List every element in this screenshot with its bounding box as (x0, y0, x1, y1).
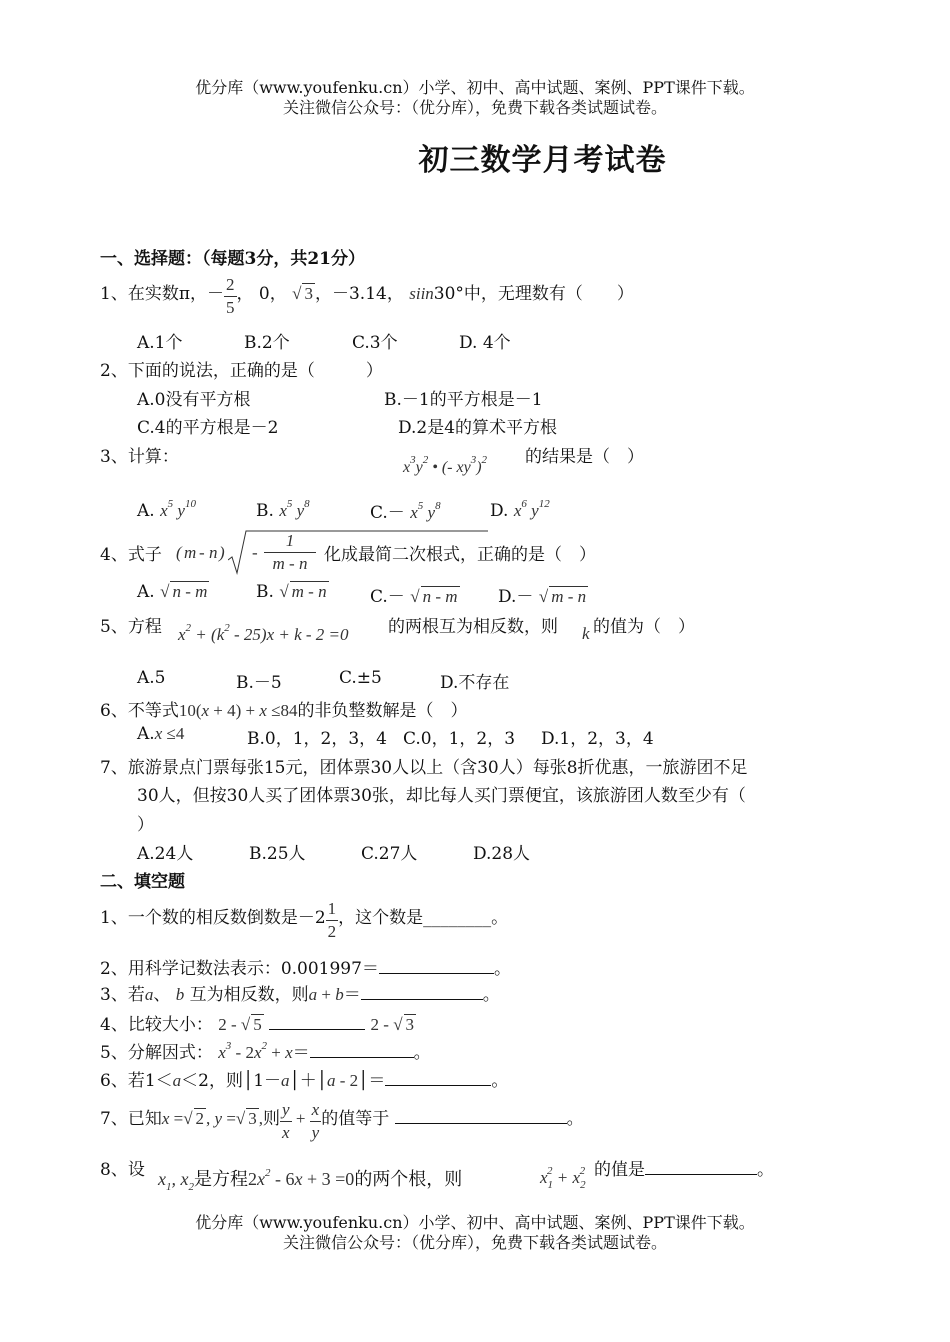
question-2-4: 4、比较大小： 2 - √ 5 2 - √ 3 (100, 1015, 415, 1035)
q2-8-tail: 的值是 。 (594, 1160, 774, 1180)
q1-7-option-c: C.27人 (361, 844, 418, 864)
question-2-3: 3、若a、 b 互为相反数，则a + b＝ 。 (100, 985, 500, 1005)
q1-1-option-b: B.2个 (244, 333, 290, 353)
q1-5-option-b: B.－5 (236, 673, 282, 693)
question-2-8-stem: 8、设 (100, 1160, 145, 1180)
question-2-6: 6、若1＜a＜2，则│1－a│＋│a - 2│＝ 。 (100, 1071, 509, 1091)
q1-3-option-c: $C.- x^5$ $y^8$ (370, 500, 441, 523)
q1-5-option-d: D.不存在 (440, 673, 510, 693)
q1-5-option-a: A.5 (137, 668, 166, 688)
q1-3-option-b: B. $x^5$ $y^8$ (256, 498, 310, 521)
q1-5-equation: $x^2 + (k^2 - 25)x + k - 2 =0$ (178, 622, 349, 644)
q1-3-tail: 的结果是（ ） (525, 447, 644, 467)
q1-7-option-b: B.25人 (249, 844, 306, 864)
q1-4-tail: 化成最简二次根式，正确的是（ ） (324, 545, 596, 565)
question-2-5: 5、分解因式： $x^3 - 2x^2 + x=$ 。 (100, 1040, 431, 1063)
q1-6-option-b: B.0，1，2，3，4 (247, 729, 387, 749)
question-1-7-line-3: ） (137, 815, 154, 835)
q1-3-option-a: A. $x^5$ $y^{10}$ (137, 498, 196, 521)
q1-5-k: k (582, 624, 590, 643)
q1-2-option-d: D.2是4的算术平方根 (398, 418, 558, 438)
question-2-2: 2、用科学记数法表示：0.001997＝ 。 (100, 959, 511, 979)
question-1-3: 3、计算： (100, 447, 179, 467)
q2-8-expression: $x_1^2 + x_2^2$ (540, 1165, 586, 1191)
question-2-7: 7、已知x =√ 2 , y =√ 3 ,则 $\frac{y}{x}$ + $\frac{x}{y}$ 的值等于 。 (100, 1100, 584, 1142)
q1-6-option-c: C.0，1，2，3 (403, 729, 516, 749)
q1-3-option-d: D. $x^6$ $y^{12}$ (490, 498, 550, 521)
q1-5-mid: 的两根互为相反数，则 (388, 617, 558, 637)
q1-1-option-d: D. 4个 (459, 333, 511, 353)
q1-3-expression: $x^3y^2$ • (- $xy^3)^2$ (403, 454, 488, 476)
q1-7-option-d: D.28人 (473, 844, 531, 864)
question-1-6: 6、不等式10(x + 4) + x ≤84的非负整数解是（ ） (100, 701, 468, 721)
question-2-8-body: $x_1$, $x_2$是方程$2x^2 - 6x + 3 =0$的两个根，则 (158, 1167, 463, 1193)
q1-5-option-c: C.±5 (339, 668, 382, 688)
q1-6-option-a: A.x ≤4 (137, 724, 185, 744)
footer-line-2: 关注微信公众号：（优分库），免费下载各类试题试卷。 (282, 1233, 667, 1252)
question-1-7-line-1: 7、旅游景点门票每张15元，团体票30人以上（含30人）每张8折优惠，一旅游团不足 (100, 758, 748, 778)
section-1-heading: 一、选择题：（每题3分，共21分） (100, 249, 365, 269)
q1-4-option-b: B. √ m - n (256, 582, 327, 602)
footer-line-1: 优分库（www.youfenku.cn）小学、初中、高中试题、案例、PPT课件下载。 (195, 1213, 755, 1232)
question-1-2: 2、下面的说法，正确的是（ ） (100, 361, 383, 381)
question-1-4-stem: 4、式子 (100, 545, 162, 565)
q1-7-option-a: A.24人 (137, 844, 194, 864)
header-line-1: 优分库（www.youfenku.cn）小学、初中、高中试题、案例、PPT课件下载。 (195, 78, 755, 97)
question-1-1: 1、在实数π，－ $\frac{2}{5}$ ， 0， √ 3 ，－3.14， siin30°中，无理数有（ ） (100, 275, 634, 317)
question-1-5-stem: 5、方程 (100, 617, 162, 637)
q1-2-option-a: A.0没有平方根 (137, 390, 251, 410)
q1-4-option-d: D.－ √ m - n (498, 587, 587, 607)
question-1-7-line-2: 30人，但按30人买了团体票30张，却比每人买门票便宜，该旅游团人数至少有（ (137, 786, 746, 806)
header-line-2: 关注微信公众号：（优分库），免费下载各类试题试卷。 (282, 98, 667, 117)
q1-6-option-d: D.1，2，3，4 (541, 729, 654, 749)
page-title: 初三数学月考试卷 (418, 143, 667, 178)
question-2-1: 1、一个数的相反数倒数是－2 $\frac{1}{2}$ ，这个数是________。 (100, 899, 509, 941)
q1-2-option-b: B.－1的平方根是－1 (384, 390, 543, 410)
q1-5-tail: 的值为（ ） (593, 617, 695, 637)
q1-2-option-c: C.4的平方根是－2 (137, 418, 279, 438)
q1-4-option-a: A. √ n - m (137, 582, 208, 602)
q1-1-option-a: A.1个 (137, 333, 183, 353)
section-2-heading: 二、填空题 (100, 872, 185, 892)
q1-4-option-c: C.－ √ n - m (370, 587, 458, 607)
q1-1-option-c: C.3个 (352, 333, 398, 353)
